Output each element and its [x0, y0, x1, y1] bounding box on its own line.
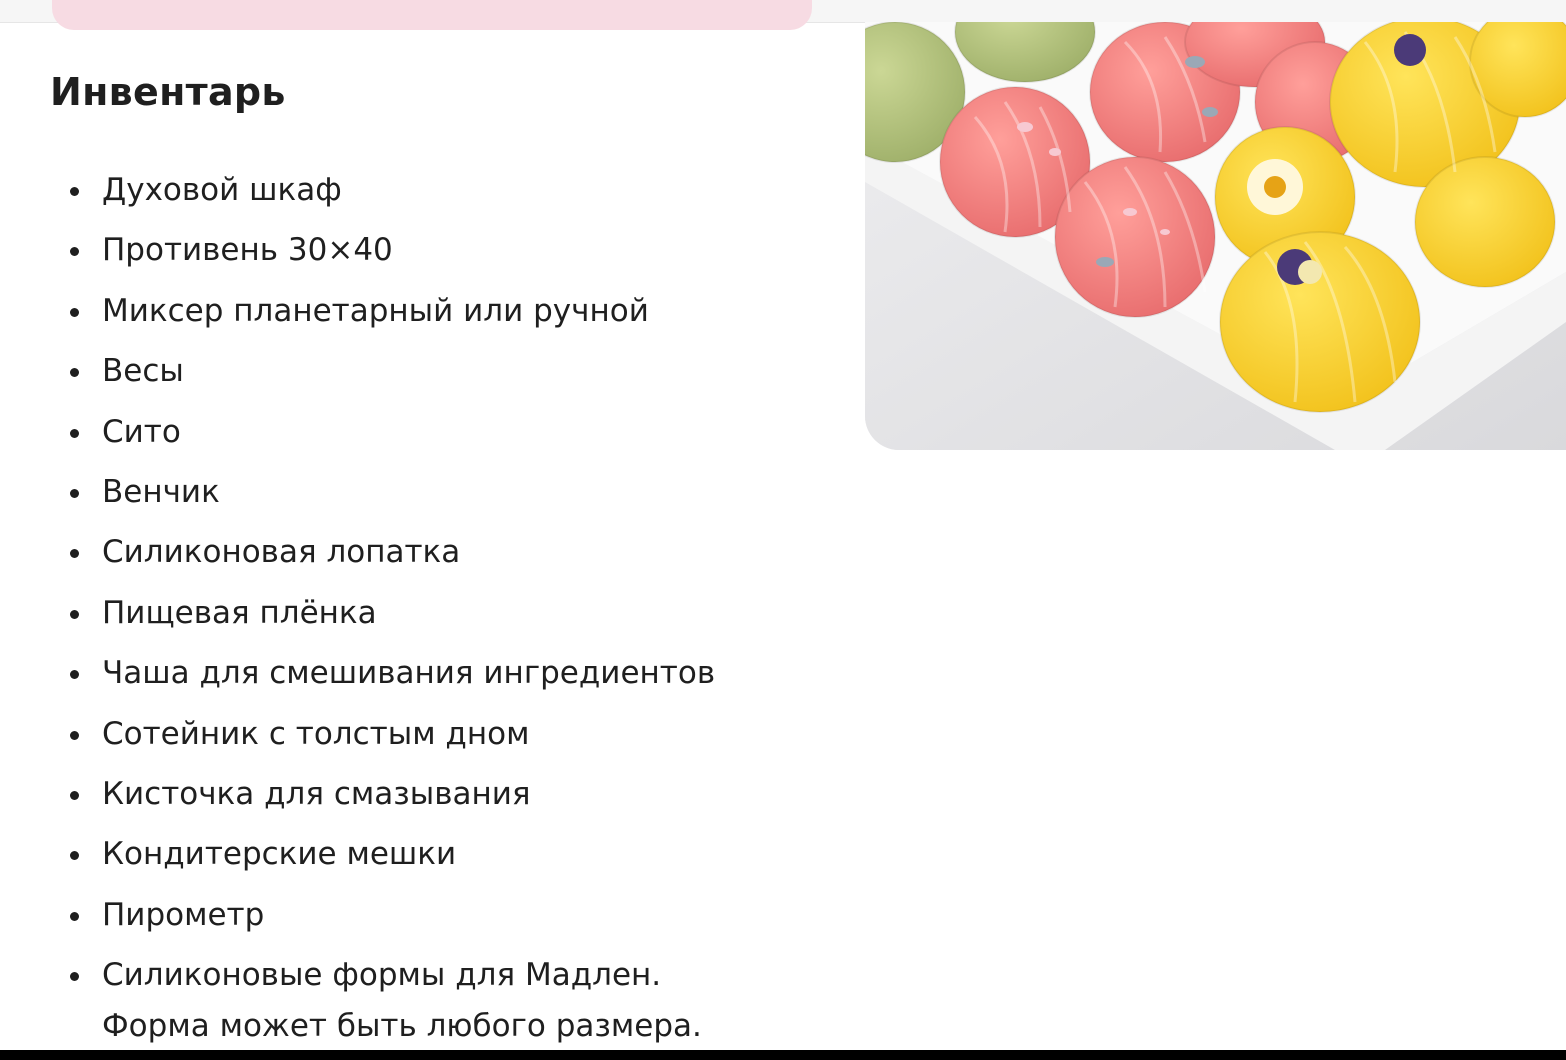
list-item: Сито: [68, 402, 715, 462]
list-item: Кондитерские мешки: [68, 824, 715, 884]
list-item: Кисточка для смазывания: [68, 764, 715, 824]
list-item-last: [68, 945, 715, 1051]
list-item: Силиконовая лопатка: [68, 522, 715, 582]
list-item: Сотейник с толстым дном: [68, 704, 715, 764]
list-item-line2: Форма может быть любого размера.: [102, 1008, 702, 1045]
section-title: Инвентарь: [50, 70, 286, 114]
list-item-line1: Силиконовые формы для Мадлен.: [102, 957, 662, 994]
list-item: Противень 30×40: [68, 220, 715, 280]
list-item: Весы: [68, 341, 715, 401]
pink-banner-edge: [52, 0, 812, 30]
madeleine-photo: [865, 22, 1566, 450]
list-item: Чаша для смешивания ингредиентов: [68, 643, 715, 703]
madeleine-illustration: [865, 22, 1566, 450]
bottom-edge: [0, 1050, 1566, 1060]
list-item: Духовой шкаф: [68, 160, 715, 220]
list-item: Венчик: [68, 462, 715, 522]
inventory-list: [68, 160, 715, 1051]
list-item: Пищевая плёнка: [68, 583, 715, 643]
list-item: Пирометр: [68, 885, 715, 945]
list-item: Миксер планетарный или ручной: [68, 281, 715, 341]
